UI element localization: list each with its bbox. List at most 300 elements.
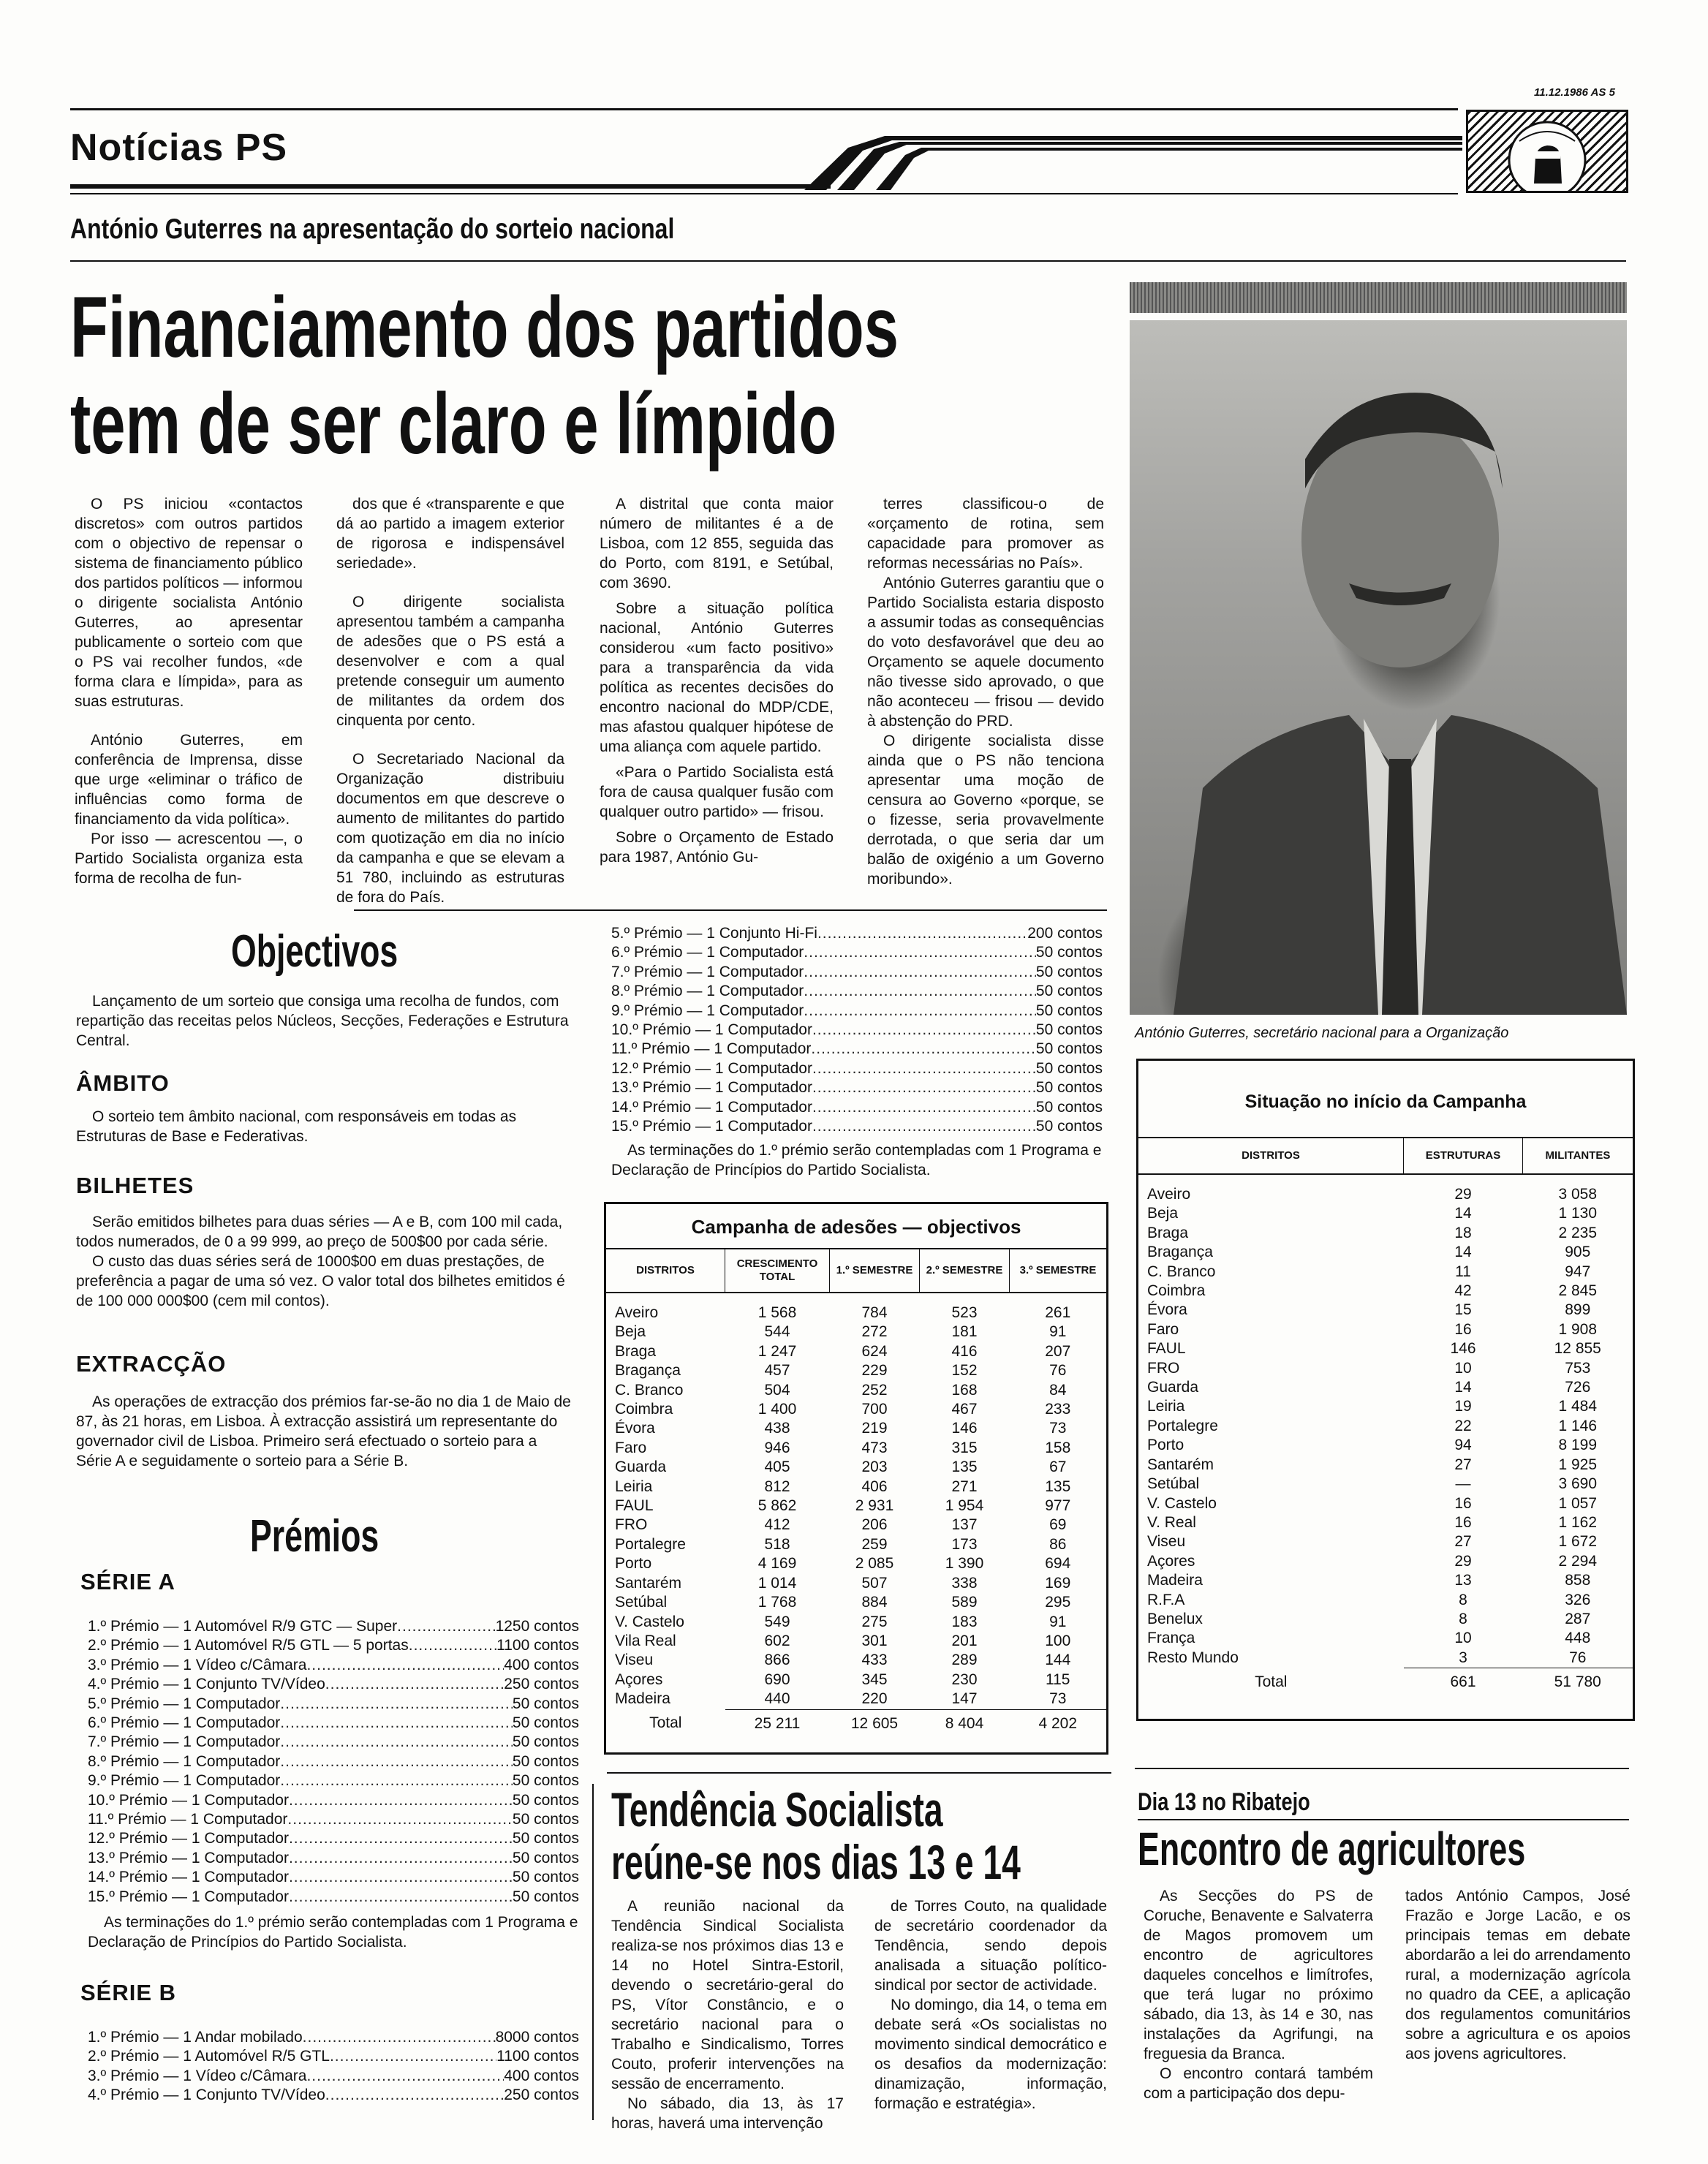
value-cell: 1 954 <box>945 1497 984 1515</box>
prize-value: 1100 contos <box>496 1637 579 1654</box>
prize-value: 50 contos <box>512 1888 579 1905</box>
article-column-2 <box>336 494 564 907</box>
district-cell: Leiria <box>1147 1398 1185 1415</box>
value-cell: 271 <box>951 1478 978 1495</box>
serie-b-list-cont <box>611 924 1103 1136</box>
fist-icon <box>1468 112 1626 191</box>
paragraph: A distrital que conta maior número de militantes é a de Lisboa, com 12 855, seguida das do Porto, com 8191, e Setúbal, com 3690. <box>600 496 834 591</box>
value-cell: 549 <box>764 1613 790 1630</box>
value-cell: 345 <box>861 1671 888 1688</box>
prize-row <box>611 924 1103 943</box>
district-cell: Madeira <box>615 1690 670 1708</box>
value-cell: 726 <box>1565 1379 1591 1396</box>
premios-title: Prémios <box>250 1511 379 1562</box>
paragraph: Sobre a situação política nacional, António Guterres considerou «um facto positivo» para a transparência da vida política as recentes decisões do encontro nacional do MDP/CDE, mas afastou qualquer hipótese de uma aliança com aquele partido. <box>600 600 834 755</box>
col-header: CRESCIMENTO TOTAL <box>725 1249 830 1293</box>
prize-label: 4.º Prémio — 1 Conjunto TV/Vídeo <box>88 2087 325 2104</box>
prize-label: 12.º Prémio — 1 Computador <box>88 1830 289 1847</box>
value-cell: 8 199 <box>1558 1437 1598 1454</box>
prize-value: 50 contos <box>1035 983 1103 1000</box>
value-cell: 146 <box>951 1420 978 1437</box>
value-cell: 168 <box>951 1381 978 1399</box>
value-cell: 19 <box>1454 1398 1472 1415</box>
district-cell: C. Branco <box>615 1381 684 1399</box>
table-row <box>1138 1378 1633 1397</box>
prize-row <box>611 963 1103 982</box>
value-cell: 252 <box>861 1381 888 1399</box>
value-cell: 812 <box>764 1478 790 1495</box>
paragraph: dos que é «transparente e que dá ao partido a imagem exterior de rigorosa e indispensável seriedade». <box>336 496 564 572</box>
prize-value: 50 contos <box>512 1849 579 1866</box>
value-cell: 899 <box>1565 1301 1591 1319</box>
value-cell: 73 <box>1049 1420 1067 1437</box>
prize-label: 6.º Prémio — 1 Computador <box>611 944 804 961</box>
prize-row <box>88 1810 579 1829</box>
prize-label: 9.º Prémio — 1 Computador <box>88 1772 281 1790</box>
value-cell: 173 <box>951 1535 978 1553</box>
prize-row <box>88 2086 579 2105</box>
district-cell: V. Real <box>1147 1513 1196 1531</box>
paragraph: No sábado, dia 13, às 17 horas, haverá uma intervenção <box>611 2095 844 2132</box>
prize-label: 7.º Prémio — 1 Computador <box>88 1733 281 1751</box>
serie-b-title: SÉRIE B <box>80 1980 177 2005</box>
table-row <box>1138 1513 1633 1532</box>
prize-label: 4.º Prémio — 1 Conjunto TV/Vídeo <box>88 1676 325 1693</box>
tendencia-top-rule <box>607 1772 1111 1774</box>
value-cell: 13 <box>1454 1572 1472 1589</box>
value-cell: 338 <box>951 1574 978 1592</box>
value-cell: 416 <box>951 1342 978 1360</box>
table-row <box>1138 1417 1633 1436</box>
value-cell: 27 <box>1454 1456 1472 1473</box>
prize-value: 50 contos <box>512 1772 579 1790</box>
paragraph: «Para o Partido Socialista está fora de causa qualquer fusão com qualquer outro partido» — frisou. <box>600 764 834 820</box>
value-cell: 42 <box>1454 1282 1472 1300</box>
encontro-headline: Encontro de agricultores <box>1138 1823 1526 1875</box>
prize-row <box>611 982 1103 1001</box>
prize-value: 200 contos <box>1027 925 1103 942</box>
article-column-3 <box>600 494 834 867</box>
encontro-top-rule <box>1135 1768 1629 1769</box>
table-row <box>1138 1359 1633 1378</box>
district-cell: Beja <box>615 1323 646 1341</box>
article-column-1 <box>75 494 303 888</box>
value-cell: 858 <box>1565 1572 1591 1589</box>
value-cell: 905 <box>1565 1244 1591 1261</box>
encontro-kicker-rule <box>1138 1819 1629 1820</box>
table-row <box>606 1323 1106 1342</box>
value-cell: 29 <box>1454 1186 1472 1203</box>
district-cell: Faro <box>1147 1320 1179 1338</box>
col-header: 3.º SEMESTRE <box>1019 1264 1097 1276</box>
table-row <box>606 1400 1106 1419</box>
table-row <box>606 1632 1106 1651</box>
value-cell: 76 <box>1049 1362 1067 1380</box>
prize-label: 10.º Prémio — 1 Computador <box>611 1021 812 1039</box>
prize-row <box>88 1829 579 1848</box>
value-cell: 433 <box>861 1652 888 1669</box>
value-cell: 67 <box>1049 1459 1067 1476</box>
prize-row <box>88 1695 579 1714</box>
value-cell: 84 <box>1049 1381 1067 1399</box>
table-row <box>606 1497 1106 1516</box>
value-cell: 438 <box>764 1420 790 1437</box>
value-cell: 169 <box>1045 1574 1071 1592</box>
kicker-rule <box>70 260 1626 262</box>
value-cell: 2 235 <box>1558 1224 1598 1241</box>
prize-row <box>88 1636 579 1655</box>
district-cell: Porto <box>1147 1437 1184 1454</box>
value-cell: 259 <box>861 1535 888 1553</box>
value-cell: 504 <box>764 1381 790 1399</box>
prize-label: 3.º Prémio — 1 Vídeo c/Câmara <box>88 1656 307 1673</box>
prize-row <box>88 1868 579 1887</box>
value-cell: 1 130 <box>1558 1205 1598 1222</box>
paragraph: António Guterres, em conferência de Imprensa, disse que urge «eliminar o tráfico de influências como forma de financiamento da vida política». <box>75 732 303 828</box>
value-cell: 261 <box>1045 1304 1071 1321</box>
col-header: DISTRITOS <box>1138 1138 1404 1174</box>
prize-label: 11.º Prémio — 1 Computador <box>88 1811 288 1828</box>
total-value: 661 <box>1450 1673 1476 1691</box>
value-cell: 1 484 <box>1558 1398 1598 1415</box>
value-cell: 3 <box>1404 1649 1523 1668</box>
value-cell: 1 162 <box>1558 1513 1598 1531</box>
total-row <box>606 1709 1106 1735</box>
prize-row <box>611 1002 1103 1021</box>
value-cell: 14 <box>1454 1379 1472 1396</box>
value-cell: 700 <box>861 1401 888 1418</box>
prize-value: 50 contos <box>512 1714 579 1732</box>
value-cell: 295 <box>1045 1594 1071 1611</box>
district-cell: Santarém <box>1147 1456 1214 1473</box>
paragraph: O dirigente socialista disse ainda que o PS não tenciona apresentar uma moção de censura ao Governo «porque, se o fizesse, seria provavelmente derrotada, o que seria dar um balão de oxigénio a um Governo moribundo». <box>867 733 1104 888</box>
value-cell: 866 <box>764 1652 790 1669</box>
prize-row <box>611 1021 1103 1040</box>
ps-logo <box>1466 110 1628 193</box>
prize-label: 10.º Prémio — 1 Computador <box>88 1791 289 1809</box>
district-cell: FAUL <box>1147 1340 1186 1358</box>
table-row <box>1138 1243 1633 1262</box>
district-cell: Setúbal <box>615 1594 668 1611</box>
value-cell: 1 014 <box>757 1574 797 1592</box>
value-cell: 11 <box>1455 1263 1471 1280</box>
value-cell: 272 <box>861 1323 888 1341</box>
prize-value: 50 contos <box>1035 1059 1103 1077</box>
district-cell: FRO <box>1147 1359 1180 1377</box>
table-row <box>606 1381 1106 1400</box>
district-cell: Porto <box>615 1555 652 1573</box>
table-row <box>1138 1397 1633 1416</box>
value-cell: 27 <box>1454 1533 1472 1551</box>
table-row <box>606 1574 1106 1593</box>
photo-caption: António Guterres, secretário nacional para a Organização <box>1135 1025 1509 1041</box>
table-row <box>606 1478 1106 1497</box>
prize-label: 6.º Prémio — 1 Computador <box>88 1714 281 1732</box>
table-row <box>606 1554 1106 1573</box>
district-cell: Faro <box>615 1439 647 1456</box>
district-cell: Portalegre <box>615 1535 686 1553</box>
table-row <box>1138 1263 1633 1282</box>
total-value: 8 404 <box>945 1714 984 1732</box>
prize-label: 5.º Prémio — 1 Conjunto Hi-Fi <box>611 925 817 942</box>
campanha-title: Campanha de adesões — objectivos <box>691 1216 1021 1238</box>
value-cell: 947 <box>1565 1263 1591 1280</box>
table-row <box>1138 1629 1633 1648</box>
value-cell: 1 568 <box>757 1304 797 1321</box>
paragraph: A reunião nacional da Tendência Sindical Socialista realiza-se nos próximos dias 13 e 14 no Hotel Sintra-Estoril, devendo o secretário-geral do PS, Vítor Constâncio, e o secretário nacional para o Trabalho e Sindicalismo, Torres Couto, proferir intervenções na sessão de encerramento. <box>611 1898 844 2092</box>
tendencia-column-1 <box>611 1896 844 2133</box>
col-header: 2.º SEMESTRE <box>920 1249 1010 1293</box>
value-cell: 76 <box>1523 1649 1633 1668</box>
paragraph: tados António Campos, José Frazão e Jorge Lacão, e os principais temas em debate abordarão a lei do arrendamento rural, a modernização agrícola no quadro da CEE, a aplicação dos regulamentos comunitários sobre a agricultura e os apoios aos jovens agricultores. <box>1405 1888 1630 2062</box>
prize-value: 50 contos <box>1035 1021 1103 1039</box>
table-row <box>1138 1591 1633 1610</box>
table-row <box>1138 1339 1633 1358</box>
paragraph: As Secções do PS de Coruche, Benavente e Salvaterra de Magos promovem um encontro de agricultores daqueles concelhos e limítrofes, que terá lugar no próximo sábado, dia 13, às 14 e 30, nas instalações da Agrifungi, na freguesia da Branca. <box>1144 1888 1373 2062</box>
district-cell: Madeira <box>1147 1572 1203 1589</box>
col-header: MILITANTES <box>1545 1149 1611 1162</box>
district-cell: Évora <box>615 1420 655 1437</box>
value-cell: 94 <box>1454 1437 1472 1454</box>
tendencia-headline-2: reúne-se nos dias 13 e 14 <box>611 1835 1021 1889</box>
district-cell: Setúbal <box>1147 1475 1200 1493</box>
prize-row <box>88 1771 579 1790</box>
value-cell: 544 <box>764 1323 790 1341</box>
prize-row <box>611 1059 1103 1078</box>
prize-value: 50 contos <box>512 1830 579 1847</box>
situacao-title: Situação no início da Campanha <box>1244 1092 1527 1112</box>
table-row <box>1138 1320 1633 1339</box>
paragraph: As operações de extracção dos prémios far-se-ão no dia 1 de Maio de 87, às 21 horas, em Lisboa. À extracção assistirá um representante do governador civil de Lisboa. Primeiro será efectuado o sorteio para a Série A e seguidamente o sorteio para a Série B. <box>76 1393 571 1469</box>
district-cell: Vila Real <box>615 1632 676 1649</box>
headline-line-2: tem de ser claro e límpido <box>70 376 837 472</box>
prize-label: 7.º Prémio — 1 Computador <box>611 963 804 980</box>
paragraph: terres classificou-o de «orçamento de rotina, sem capacidade para promover as reformas necessárias no País». <box>867 496 1104 572</box>
table-row <box>606 1293 1106 1323</box>
value-cell: 287 <box>1565 1610 1591 1627</box>
prize-label: 15.º Prémio — 1 Computador <box>611 1118 812 1135</box>
table-row <box>606 1593 1106 1612</box>
prize-value: 50 contos <box>512 1752 579 1770</box>
district-cell: Aveiro <box>1147 1186 1191 1203</box>
total-value: 51 780 <box>1554 1673 1601 1691</box>
value-cell: 8 <box>1459 1610 1467 1627</box>
value-cell: 137 <box>951 1516 978 1534</box>
value-cell: 884 <box>861 1594 888 1611</box>
value-cell: 3 690 <box>1558 1475 1598 1493</box>
district-cell: Açores <box>615 1671 663 1688</box>
encontro-kicker: Dia 13 no Ribatejo <box>1138 1788 1310 1816</box>
prize-row <box>88 1791 579 1810</box>
value-cell: 12 855 <box>1554 1340 1601 1358</box>
prize-row <box>88 1656 579 1675</box>
encontro-column-2 <box>1405 1886 1630 2064</box>
value-cell: 100 <box>1045 1632 1071 1649</box>
paragraph: O dirigente socialista apresentou também a campanha de adesões que o PS está a desenvolver e com a qual pretende conseguir um aumento de militantes da ordem dos cinquenta por cento. <box>336 594 564 729</box>
value-cell: 753 <box>1565 1359 1591 1377</box>
value-cell: 473 <box>861 1439 888 1456</box>
terminacoes-b-text <box>611 1140 1108 1180</box>
paragraph: O PS iniciou «contactos discretos» com outros partidos com o objectivo de repensar o sistema de financiamento público dos partidos políticos — informou o dirigente socialista António Guterres, ao apresentar publicamente o sorteio com que o PS vai recolher fundos, «de forma clara e límpida», para as suas estruturas. <box>75 496 303 710</box>
value-cell: 144 <box>1045 1652 1071 1669</box>
table-row <box>1138 1436 1633 1455</box>
paragraph: Serão emitidos bilhetes para duas séries — A e B, com 100 mil cada, todos numerados, de 0 a 99 999, ao preço de 500$00 por cada série. <box>76 1214 563 1250</box>
table-row <box>1138 1456 1633 1475</box>
value-cell: 2 845 <box>1558 1282 1598 1300</box>
table-row <box>1138 1532 1633 1551</box>
value-cell: 301 <box>861 1632 888 1649</box>
table-row <box>606 1651 1106 1670</box>
value-cell: 523 <box>951 1304 978 1321</box>
paragraph: No domingo, dia 14, o tema em debate será «Os socialistas no movimento sindical democrático e os desafios da modernização: dinamização, informação, formação e estratégia». <box>874 1997 1107 2112</box>
prize-row <box>88 1888 579 1907</box>
prize-label: 14.º Prémio — 1 Computador <box>88 1869 289 1886</box>
value-cell: 203 <box>861 1459 888 1476</box>
prize-row <box>611 1117 1103 1136</box>
table-row <box>1138 1610 1633 1629</box>
photo-top-band <box>1130 282 1627 313</box>
value-cell: 10 <box>1454 1359 1472 1377</box>
value-cell: — <box>1455 1475 1471 1493</box>
district-cell: Açores <box>1147 1552 1195 1570</box>
prize-row <box>611 1098 1103 1117</box>
prize-label: 13.º Prémio — 1 Computador <box>611 1079 812 1097</box>
prize-value: 50 contos <box>1035 1079 1103 1097</box>
prize-row <box>88 2028 579 2047</box>
prize-label: 8.º Prémio — 1 Computador <box>611 983 804 1000</box>
value-cell: 15 <box>1454 1301 1472 1319</box>
value-cell: 326 <box>1565 1591 1591 1608</box>
prize-row <box>611 1040 1103 1059</box>
value-cell: 977 <box>1045 1497 1071 1515</box>
district-cell: Coimbra <box>1147 1282 1206 1300</box>
district-cell: Resto Mundo <box>1147 1649 1239 1666</box>
tendencia-headline-1: Tendência Socialista <box>611 1782 943 1836</box>
value-cell: 2 294 <box>1558 1552 1598 1570</box>
total-value: 25 211 <box>754 1714 801 1732</box>
prize-value: 50 contos <box>512 1869 579 1886</box>
table-row <box>1138 1494 1633 1513</box>
district-cell: França <box>1147 1630 1195 1647</box>
prize-label: 8.º Prémio — 1 Computador <box>88 1752 281 1770</box>
encontro-column-1 <box>1144 1886 1373 2103</box>
value-cell: 14 <box>1454 1205 1472 1222</box>
prize-label: 12.º Prémio — 1 Computador <box>611 1059 812 1077</box>
prize-label: 14.º Prémio — 1 Computador <box>611 1098 812 1116</box>
district-cell: V. Castelo <box>1147 1494 1217 1512</box>
article-kicker: António Guterres na apresentação do sorteio nacional <box>70 213 675 245</box>
col-header: DISTRITOS <box>606 1249 725 1293</box>
portrait-photo <box>1130 320 1627 1015</box>
value-cell: 16 <box>1454 1513 1472 1531</box>
value-cell: 135 <box>951 1459 978 1476</box>
value-cell: 86 <box>1049 1535 1067 1553</box>
value-cell: 16 <box>1454 1320 1472 1338</box>
value-cell: 1 057 <box>1558 1494 1598 1512</box>
terminacoes-a-text <box>88 1913 579 1952</box>
value-cell: 589 <box>951 1594 978 1611</box>
value-cell: 229 <box>861 1362 888 1380</box>
table-row <box>606 1439 1106 1458</box>
value-cell: 115 <box>1046 1671 1070 1688</box>
prize-value: 50 contos <box>512 1811 579 1828</box>
value-cell: 69 <box>1049 1516 1067 1534</box>
logo-underline <box>70 193 1458 194</box>
table-row <box>1138 1552 1633 1571</box>
prize-row <box>611 943 1103 962</box>
headline-line-1: Financiamento dos partidos <box>70 279 899 376</box>
prize-label: 2.º Prémio — 1 Automóvel R/5 GTL <box>88 2048 330 2065</box>
value-cell: 8 <box>1459 1591 1467 1608</box>
table-row <box>606 1516 1106 1535</box>
table-row <box>606 1690 1106 1709</box>
value-cell: 2 085 <box>855 1555 894 1573</box>
district-cell: Évora <box>1147 1301 1187 1319</box>
value-cell: 4 169 <box>757 1555 797 1573</box>
objectivos-title: Objectivos <box>231 926 398 977</box>
value-cell: 412 <box>764 1516 790 1534</box>
value-cell: 602 <box>764 1632 790 1649</box>
ambito-text <box>76 1107 573 1146</box>
value-cell: 14 <box>1454 1244 1472 1261</box>
prize-value: 400 contos <box>504 1656 579 1673</box>
prize-label: 3.º Prémio — 1 Vídeo c/Câmara <box>88 2067 307 2084</box>
prize-row <box>611 1078 1103 1097</box>
value-cell: 315 <box>951 1439 978 1456</box>
value-cell: 181 <box>951 1323 978 1341</box>
value-cell: 29 <box>1454 1552 1472 1570</box>
campanha-table-box <box>604 1202 1108 1755</box>
prize-row <box>88 1752 579 1771</box>
prize-row <box>88 2047 579 2066</box>
value-cell: 230 <box>951 1671 978 1688</box>
district-cell: Leiria <box>615 1478 653 1495</box>
value-cell: 1 400 <box>757 1401 797 1418</box>
section-rule <box>354 909 1107 911</box>
value-cell: 1 247 <box>757 1342 797 1360</box>
table-row <box>1138 1282 1633 1301</box>
table-row <box>606 1458 1106 1477</box>
value-cell: 91 <box>1049 1323 1067 1341</box>
prize-label: 11.º Prémio — 1 Computador <box>611 1040 812 1058</box>
value-cell: 406 <box>861 1478 888 1495</box>
situacao-table <box>1138 1137 1633 1693</box>
prize-row <box>88 2067 579 2086</box>
prize-row <box>88 1733 579 1752</box>
prize-label: 2.º Prémio — 1 Automóvel R/5 GTL — 5 portas <box>88 1637 409 1654</box>
col-header: ESTRUTURAS <box>1404 1138 1523 1174</box>
district-cell: Guarda <box>615 1459 667 1476</box>
portrait-figure <box>1130 320 1627 1015</box>
district-cell: Aveiro <box>615 1304 659 1321</box>
district-cell: Braga <box>1147 1224 1189 1241</box>
article-column-4 <box>867 494 1104 889</box>
prize-label: 1.º Prémio — 1 Automóvel R/9 GTC — Super <box>88 1618 398 1635</box>
prize-value: 50 contos <box>512 1695 579 1712</box>
district-cell: R.F.A <box>1147 1591 1185 1608</box>
table-row <box>606 1613 1106 1632</box>
table-row <box>1138 1475 1633 1494</box>
value-cell: 91 <box>1049 1613 1067 1630</box>
value-cell: 147 <box>920 1690 1010 1709</box>
campanha-table <box>606 1248 1106 1735</box>
prize-value: 50 contos <box>1035 1040 1103 1058</box>
total-label: Total <box>649 1714 682 1732</box>
district-cell: Portalegre <box>1147 1417 1218 1434</box>
paragraph: António Guterres garantiu que o Partido Socialista estaria disposto a assumir todas as consequências do voto desfavorável que deu ao Orçamento se aquele documento não tivesse sido aprovado, o que não aconteceu — frisou — devido à abstenção do PRD. <box>867 575 1104 730</box>
paragraph: Por isso — acrescentou —, o Partido Socialista organiza esta forma de recolha de fun- <box>75 831 303 887</box>
table-row <box>606 1535 1106 1554</box>
